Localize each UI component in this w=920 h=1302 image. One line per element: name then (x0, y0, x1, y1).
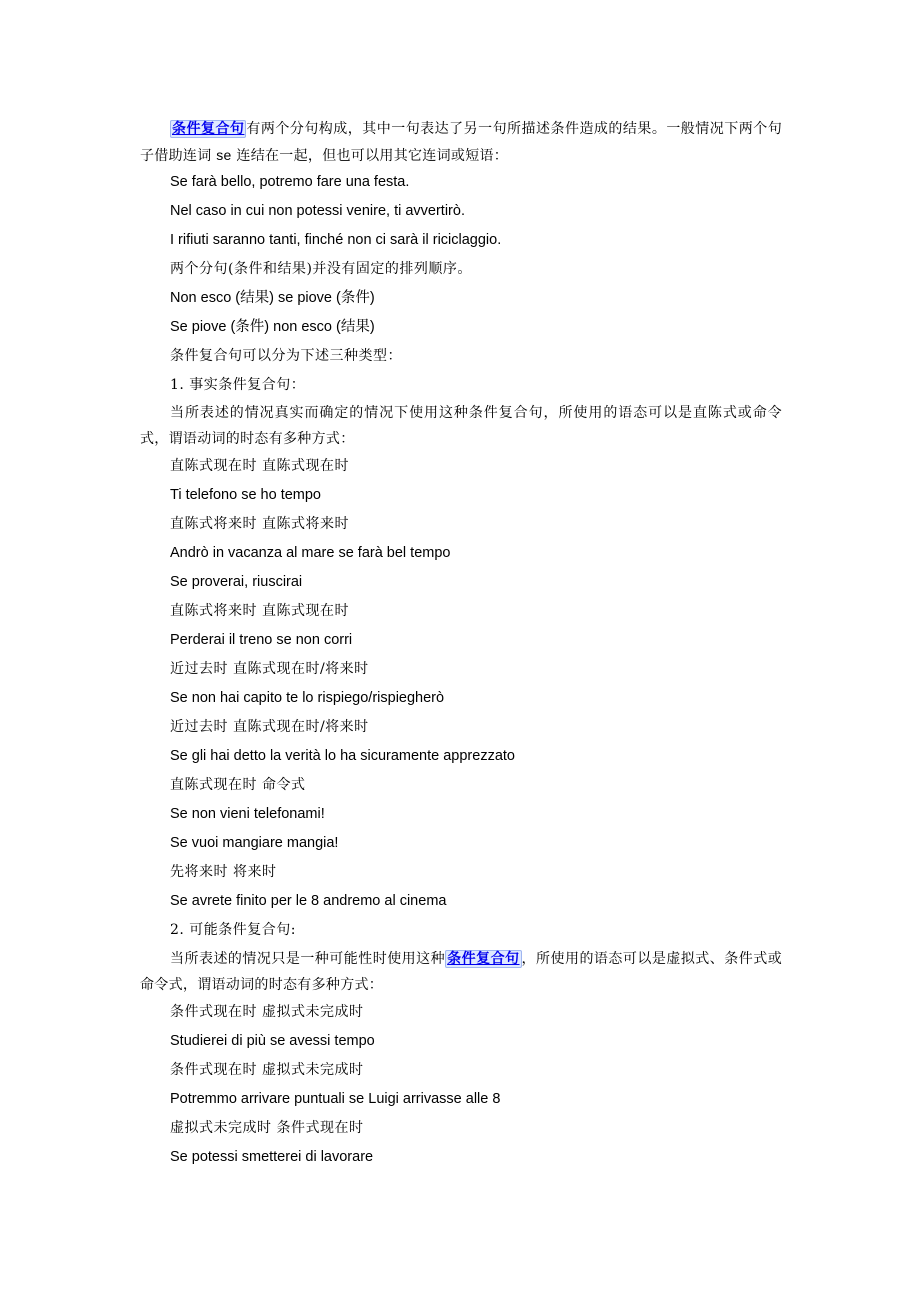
line: Andrò in vacanza al mare se farà bel tempo (170, 545, 451, 561)
line: Se potessi smetterei di lavorare (170, 1149, 374, 1165)
line: Se farà bello, potremo fare una festa. (170, 174, 410, 190)
link-conditional-sentence-2[interactable]: 条件复合句 (447, 951, 520, 967)
line: 直陈式现在时 直陈式现在时 (170, 458, 349, 474)
line: Studierei di più se avessi tempo (170, 1033, 375, 1049)
line: 近过去时 直陈式现在时/将来时 (170, 719, 369, 735)
line: 直陈式将来时 直陈式现在时 (170, 603, 349, 619)
line: Se non vieni telefonami! (170, 806, 325, 822)
line: 直陈式现在时 命令式 (170, 777, 306, 793)
line: 条件复合句可以分为下述三种类型： (170, 348, 402, 364)
line: 直陈式将来时 直陈式将来时 (170, 516, 349, 532)
line: 条件式现在时 虚拟式未完成时 (170, 1004, 364, 1020)
line: Nel caso in cui non potessi venire, ti avvertirò. (170, 203, 465, 219)
intro-text-2: 连结在一起，但也可以用其它连词或短语： (231, 148, 509, 164)
link-conditional-sentence[interactable]: 条件复合句 (172, 121, 245, 137)
paragraph-factual: 当所表述的情况真实而确定的情况下使用这种条件复合句，所使用的语态可以是直陈式或命令式，谓语动词的时态有多种方式： (140, 405, 782, 447)
para3-text-2: ，所使用的语态可以是虚拟式、条件式或命令式，谓语动词的时态有多种方式： (140, 951, 782, 993)
line: 先将来时 将来时 (170, 864, 277, 880)
section-heading-1: 1. 事实条件复合句： (170, 377, 306, 393)
line: Ti telefono se ho tempo (170, 487, 321, 503)
line: Perderai il treno se non corri (170, 632, 353, 648)
paragraph-possible (140, 946, 782, 998)
line: 虚拟式未完成时 条件式现在时 (170, 1120, 364, 1136)
line: Se avrete finito per le 8 andremo al cinema (170, 893, 447, 909)
line: Potremmo arrivare puntuali se Luigi arrivasse alle 8 (170, 1091, 501, 1107)
line: Se vuoi mangiare mangia! (170, 835, 339, 851)
line: Se gli hai detto la verità lo ha sicuramente apprezzato (170, 748, 515, 764)
line: Non esco (结果) se piove (条件) (170, 290, 375, 306)
line: I rifiuti saranno tanti, finché non ci sarà il riciclaggio. (170, 232, 502, 248)
intro-text-1: 有两个分句构成，其中一句表达了另一句所描述条件造成的结果。一般情况下两个句子借助连词 (140, 121, 782, 164)
line: Se piove (条件) non esco (结果) (170, 319, 375, 335)
intro-paragraph (140, 116, 782, 169)
line: 条件式现在时 虚拟式未完成时 (170, 1062, 364, 1078)
line: Se proverai, riuscirai (170, 574, 303, 590)
section-heading-2: 2. 可能条件复合句: (170, 922, 297, 938)
intro-se: se (216, 147, 232, 163)
line: Se non hai capito te lo rispiego/rispiegherò (170, 690, 445, 706)
para3-text-1: 当所表述的情况只是一种可能性时使用这种 (170, 951, 446, 967)
line: 两个分句(条件和结果)并没有固定的排列顺序。 (170, 261, 472, 277)
line: 近过去时 直陈式现在时/将来时 (170, 661, 369, 677)
